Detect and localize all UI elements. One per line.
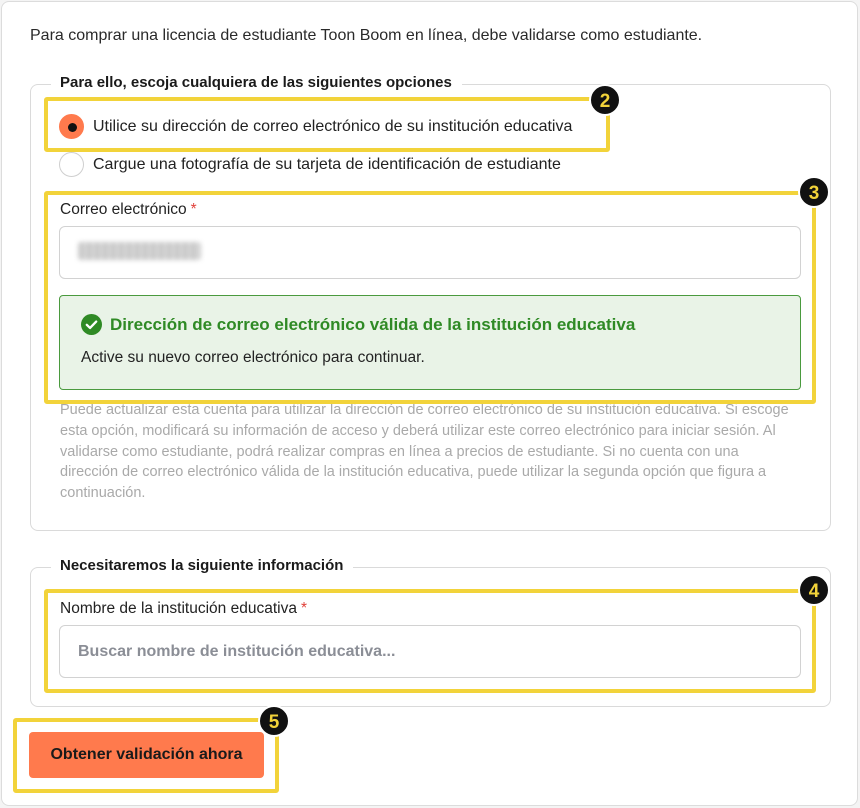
get-validation-button[interactable]: Obtener validación ahora xyxy=(29,732,264,778)
radio-photo[interactable] xyxy=(59,152,84,177)
annotation-badge-3: 3 xyxy=(798,176,830,208)
annotation-box-2 xyxy=(44,97,610,152)
required-mark: * xyxy=(300,600,307,617)
annotation-badge-5: 5 xyxy=(258,705,290,737)
options-legend: Para ello, escoja cualquiera de las siguientes opciones xyxy=(51,74,462,91)
annotation-box-3 xyxy=(44,191,816,404)
annotation-badge-2: 2 xyxy=(589,84,621,116)
annotation-box-4 xyxy=(44,589,816,693)
info-legend: Necesitaremos la siguiente información xyxy=(51,557,353,574)
option-photo-label[interactable]: Cargue una fotografía de su tarjeta de identificación de estudiante xyxy=(93,155,561,173)
institution-label-text: Nombre de la institución educativa xyxy=(60,600,297,617)
required-mark: * xyxy=(190,201,197,218)
intro-text: Para comprar una licencia de estudiante Toon Boom en línea, debe validarse como estudiante. xyxy=(30,27,703,44)
email-label-text: Correo electrónico xyxy=(60,201,187,218)
option-email-label[interactable]: Utilice su dirección de correo electrónico de su institución educativa xyxy=(93,117,573,135)
success-text: Active su nuevo correo electrónico para continuar. xyxy=(81,349,425,366)
success-title: Dirección de correo electrónico válida de la institución educativa xyxy=(110,315,636,334)
annotation-badge-4: 4 xyxy=(798,574,830,606)
option-photo-radio-row[interactable] xyxy=(59,152,561,177)
annotation-box-5 xyxy=(13,718,279,793)
help-text: Puede actualizar esta cuenta para utilizar la dirección de correo electrónico de su institución educativa. Si escoge esta opción, modificará su información de acceso y deberá utilizar este correo electrónico para iniciar sesión. Al validarse como estudiante, podrá realizar compras en línea a precios de estudiante. Si no cuenta con una dirección de correo electrónico válida de la institución educativa, puede utilizar la segunda opción que figura a continuación. xyxy=(60,402,789,502)
